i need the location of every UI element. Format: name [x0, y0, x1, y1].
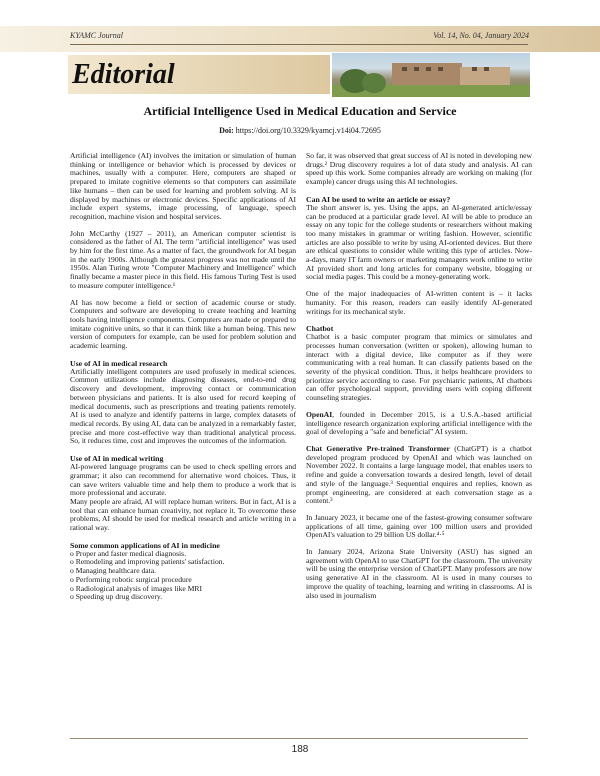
paragraph: Many people are afraid, AI will replace human writers. But in fact, AI is a tool that can enhance human creativity, not replace it. To overcome these problems, AI should be used for medical research and article writing in a rational way. [70, 496, 296, 533]
journal-name: KYAMC Journal [70, 31, 123, 40]
photo-window [414, 67, 419, 71]
term-bold: OpenAI [306, 409, 333, 419]
right-column [306, 152, 532, 608]
paragraph: So far, it was observed that great success of AI is noted in developing new drugs.² Drug discovery requires a lot of data study and analysis. AI can speed up this work. Some companies already are working on making (for example) cancer drugs using this AI technologies. [306, 151, 532, 187]
list-item: o Radiological analysis of images like MRI [70, 583, 203, 593]
left-column [70, 152, 296, 602]
section-heading: Can AI be used to write an article or essay? [306, 194, 451, 204]
header-rule [70, 44, 528, 45]
volume-info: Vol. 14, No. 04, January 2024 [433, 31, 529, 40]
photo-window [426, 67, 431, 71]
section-heading: Use of AI in medical writing [70, 454, 164, 464]
doi-line [70, 126, 530, 135]
footer-rule [70, 738, 528, 739]
paragraph: In January 2023, it became one of the fastest-growing consumer software applications of all time, gaining over 100 million users and provided OpenAI's valuation to 29 billion US dollar.⁴·⁵ [306, 512, 532, 540]
section-heading: Chatbot [306, 324, 334, 334]
photo-window [402, 67, 407, 71]
photo-window [484, 67, 489, 71]
paragraph: In January 2024, Arizona State University (ASU) has signed an agreement with OpenAI to use ChatGPT for the classroom. The university will be using the enterprise version of ChatGPT. Many professors are now using generative AI in the classroom. AI is used in many courses to improve the quality of teaching, learning and writing in classrooms. AI is also used in journalism [306, 547, 533, 600]
list-item: o Remodeling and improving patients' satisfaction. [70, 557, 225, 567]
list-item: o Performing robotic surgical procedure [70, 574, 192, 584]
paragraph: Chatbot is a basic computer program that mimics or simulates and processes human conversation (written or spoken), allowing human to interact with a digital device, like computer as if they were communicating with a real human. It can classify patients based on the severity of the physical condition. Thus, it helps healthcare providers to prioritize service according to case. For psychiatric patients, AI chatbots can offer psychological support, providing users with coping different counseling strategies. [306, 332, 532, 403]
paragraph: Artificially intelligent computers are used profusely in medical sciences. Common utilizations include diagnosing diseases, end-to-end drug discovery and development, improving contact or communication between physicians and patients. It is also used for record keeping of medical documents, such as prescriptions and treating patients remotely. AI is used to analyze and identify patterns in large, complex datasets of medical records. By using AI, data can be analyzed in a remarkably faster, precise and more cost-effective way than traditional analytical process. So, it reduces time, cost and improves the outcomes of the information. [70, 366, 296, 446]
photo-window [438, 67, 443, 71]
section-heading: Use of AI in medical research [70, 358, 168, 368]
section-title: Editorial [72, 59, 175, 90]
applications-list [70, 550, 296, 602]
list-item: o Managing healthcare data. [70, 566, 157, 576]
photo-window [472, 67, 477, 71]
paragraph: AI has now become a field or section of academic course or study. Computers and software are developing to create teaching and learning tools having intelligence components. Computers are made or prepared to imitate cognitive units, so that it can think like a human being. This new version of computers for example, can be used for problem solution and academic learning. [70, 297, 296, 351]
paragraph: Artificial intelligence (AI) involves the imitation or simulation of human thinking or intelligence or behavior which is processed by devices or machines, usually with a computer. Here, computers are shaped or prepared to imitate cognitive elements so that computers can assimilate like humans – then can be used for learning and problem solving. AI is displayed by machines or electronic devices. Specific applications of AI include expert systems, image processing, of language, speech recognition, machine vision and hospital services. [70, 151, 296, 221]
photo-tree [362, 73, 386, 93]
term-bold: Chat Generative Pre-trained Transformer [306, 443, 450, 453]
page-number: 188 [291, 744, 309, 755]
paragraph: AI-powered language programs can be used to check spelling errors and grammar; it also can recommend for alternative word choices. Thus, it can save writers valuable time and help them to produce a work that is more professional and accurate. [70, 462, 296, 498]
paragraph: John McCarthy (1927 – 2011), an American computer scientist is considered as the father of AI. The term "artificial intelligence" was used by him for the first time. As a matter of fact, the groundwork for AI began in the early 1900s. Although the greatest progress was not made until the 1950s. Alan Turing wrote "Computer Machinery and Intelligence" which finally became a master piece in this field. His famous Turing Test is used to measure computer intelligence.¹ [70, 228, 296, 290]
paragraph-text: , founded in December 2015, is a U.S.A.-based artificial intelligence research organization exploring artificial intelligence with the goal of developing a "safe and beneficial" AI system. [306, 409, 532, 437]
doi-label: Doi: [219, 126, 234, 135]
paragraph [306, 411, 532, 437]
doi-link[interactable]: https://doi.org/10.3329/kyamcj.v14i04.72695 [235, 126, 381, 135]
list-item: o Speeding up drug discovery. [70, 592, 163, 602]
campus-photo [332, 53, 530, 97]
section-heading: Some common applications of AI in medicine [70, 540, 220, 550]
list-item: o Proper and faster medical diagnosis. [70, 548, 186, 558]
paragraph: One of the major inadequacies of AI-written content is – it lacks humanity. For this reason, readers can easily identify AI-generated writings for its mechanical style. [306, 289, 532, 316]
paragraph [306, 445, 532, 506]
article-title: Artificial Intelligence Used in Medical Education and Service [143, 104, 457, 118]
paragraph-text: (ChatGPT) is a chatbot developed program produced by OpenAI and which was launched on November 2022. It contains a large language model, that enables users to refine and guide a conversation towards a desired length, level of detail and style of the language.³ Sequential enquires and replies, known as prompt engineering, are considered at each conversation stage as a content.³ [306, 443, 532, 506]
paragraph: The short answer is, yes. Using the apps, an AI-generated article/essay can be produced at a particular grade level. AI will be able to produce an essay on any topic for the college students or researchers without making too many mistakes in grammar or writing fashion. However, scientific articles are also possible to write by using AI-oriented devices. But there are ethical questions to consider while writing this type of articles. Now-a-days, many IT farm owners or marketing managers work online to write AI provided short and long articles for company website, blogging or social media pages. This could be a money-generating work. [306, 202, 532, 282]
